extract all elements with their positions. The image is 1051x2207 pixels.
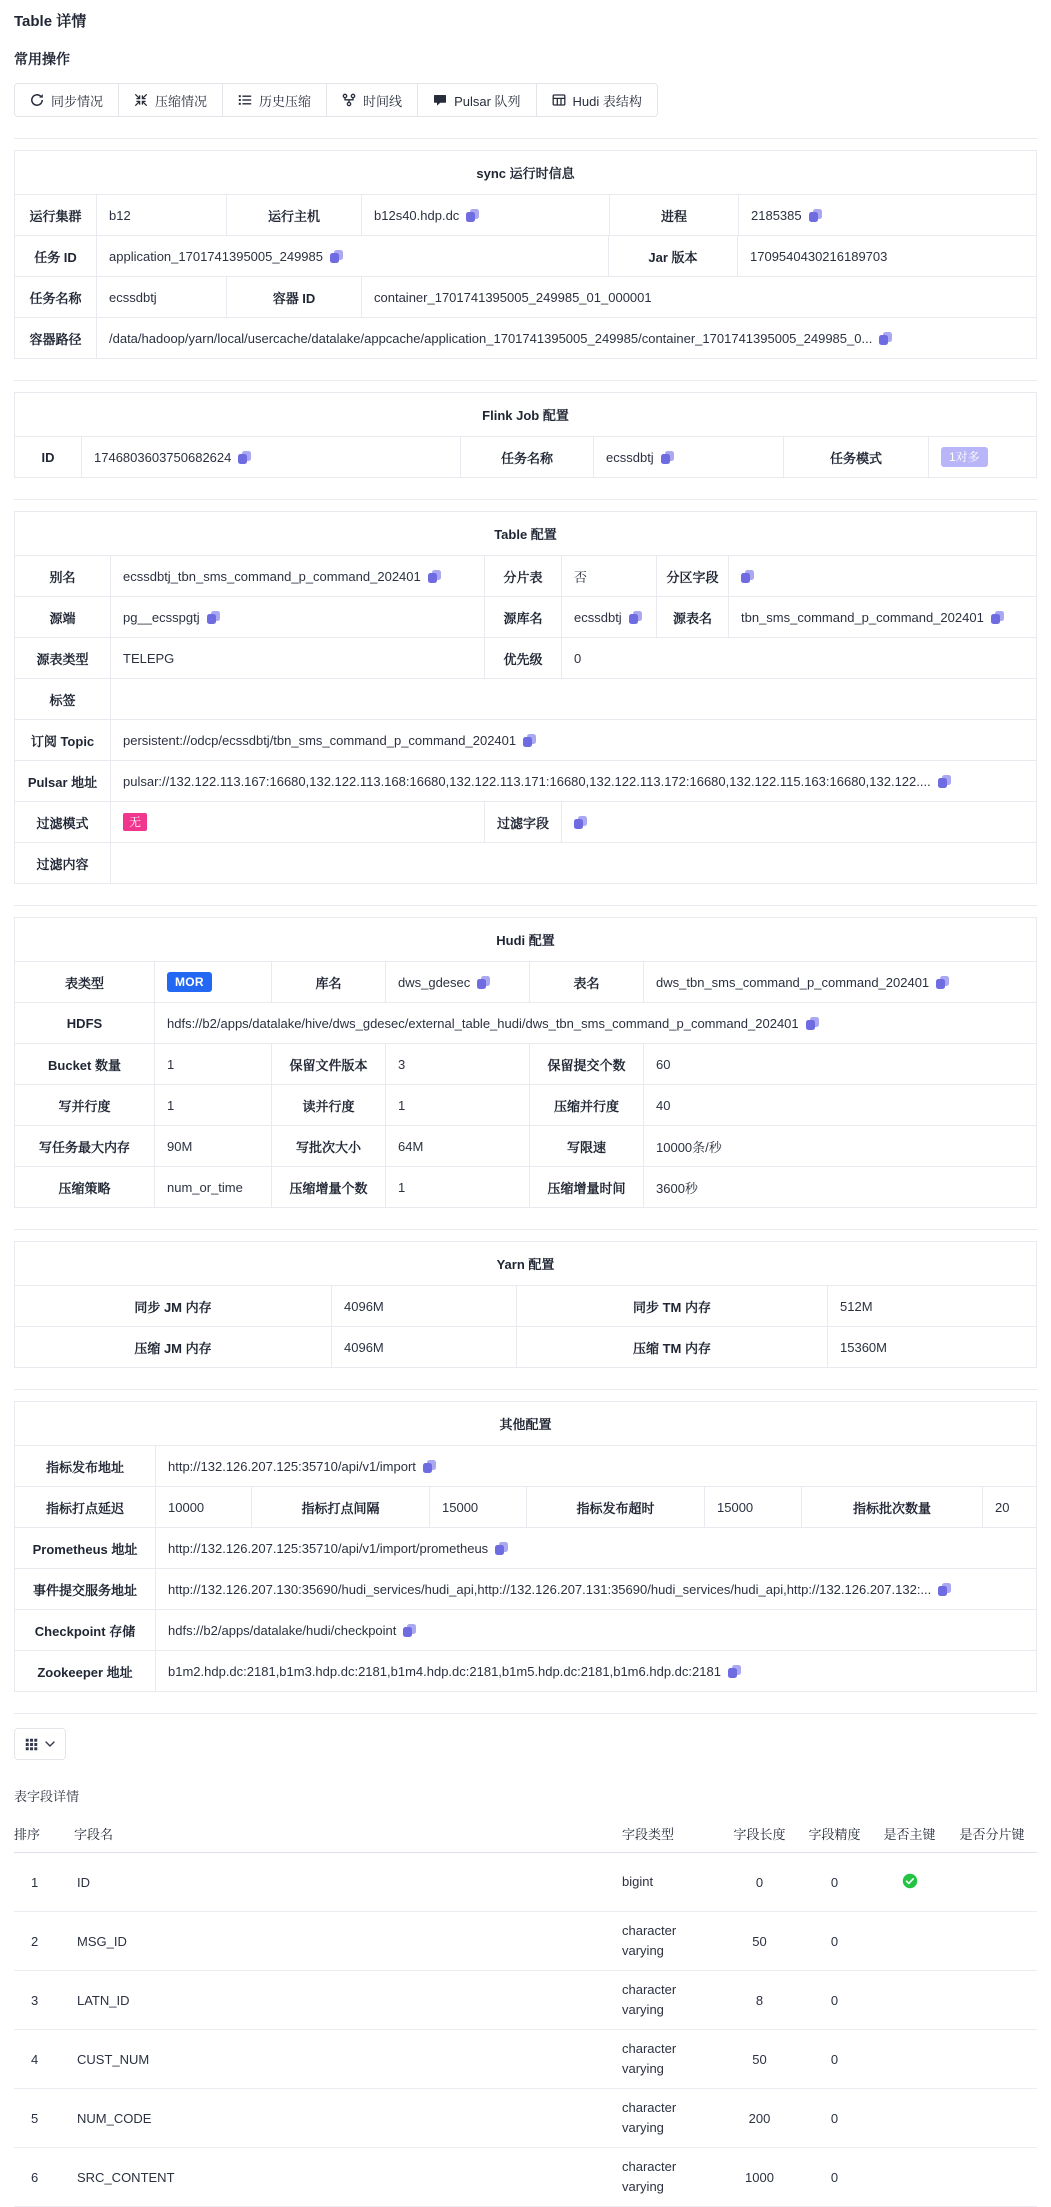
table-row (15, 1486, 1036, 1527)
list-icon (238, 93, 252, 107)
column-settings-button[interactable] (14, 1728, 66, 1760)
fields-table (14, 1815, 1037, 2207)
fields-table-header (14, 1815, 1037, 1853)
column-header: 排序 (14, 1827, 41, 1842)
copy-icon[interactable] (523, 734, 536, 747)
field-order: 5 (31, 2110, 39, 2126)
table-row (15, 194, 1036, 235)
table-row (14, 1853, 1037, 1912)
field-name: NUM_CODE (77, 2110, 152, 2126)
copy-icon[interactable] (806, 1017, 819, 1030)
table-row (14, 2148, 1037, 2207)
field-label: 压缩并行度 (530, 1085, 644, 1125)
copy-icon[interactable] (403, 1624, 416, 1637)
check-circle-icon (902, 1873, 918, 1892)
field-label: 写并行度 (15, 1085, 155, 1125)
field-label: 分片表 (485, 556, 562, 596)
sync-status-button[interactable] (14, 83, 119, 117)
field-label: 分区字段 (657, 556, 729, 596)
field-label: 库名 (272, 962, 386, 1002)
field-length: 50 (752, 2051, 767, 2067)
field-label: 指标批次数量 (802, 1487, 983, 1527)
field-label: 压缩 JM 内存 (15, 1327, 332, 1367)
field-type: character varying (622, 2040, 677, 2076)
section-divider (14, 1389, 1037, 1390)
field-label: 过滤模式 (15, 802, 111, 842)
field-length: 50 (752, 1933, 767, 1949)
field-label: 保留文件版本 (272, 1044, 386, 1084)
primary-key-cell (872, 1869, 947, 1896)
primary-key-cell (872, 2173, 947, 2181)
field-value: http://132.126.207.130:35690/hudi_services/hudi_api,http://132.126.207.131:35690/hudi_services/hudi_api,http://132.126.207.132:... (156, 1569, 1036, 1609)
field-value (155, 962, 272, 1002)
common-ops-title: 常用操作 (14, 51, 70, 67)
field-order: 6 (31, 2169, 39, 2185)
field-label: Bucket 数量 (15, 1044, 155, 1084)
field-value: num_or_time (155, 1167, 272, 1207)
column-header: 字段名 (74, 1827, 114, 1842)
field-value: 1 (386, 1085, 530, 1125)
field-value: 64M (386, 1126, 530, 1166)
button-label: 压缩情况 (155, 93, 208, 109)
table-row (15, 1166, 1036, 1207)
field-value: 否 (562, 556, 657, 596)
field-value: 1 (386, 1167, 530, 1207)
column-header: 是否主键 (883, 1827, 936, 1842)
table-row (15, 555, 1036, 596)
section-divider (14, 1229, 1037, 1230)
field-order: 1 (31, 1874, 39, 1890)
field-label: 标签 (15, 679, 111, 719)
field-name: MSG_ID (77, 1933, 127, 1949)
field-label: 任务模式 (784, 437, 929, 477)
field-value: ecssdbtj_tbn_sms_command_p_command_202401 (111, 556, 485, 596)
button-label: 时间线 (363, 93, 403, 109)
field-value: /data/hadoop/yarn/local/usercache/datalake/appcache/application_1701741395005_249985/container_1701741395005_249985_0... (97, 318, 1036, 358)
field-name: CUST_NUM (77, 2051, 150, 2067)
copy-icon[interactable] (809, 209, 822, 222)
field-precision: 0 (830, 1874, 839, 1890)
copy-icon[interactable] (428, 570, 441, 583)
field-label: Prometheus 地址 (15, 1528, 156, 1568)
table-row (15, 1568, 1036, 1609)
table-row (15, 1125, 1036, 1166)
pulsar-queue-button[interactable] (417, 83, 536, 117)
field-label: HDFS (15, 1003, 155, 1043)
table-row (15, 1043, 1036, 1084)
column-header: 字段长度 (733, 1827, 786, 1842)
field-value: application_1701741395005_249985 (97, 236, 609, 276)
table-row (15, 596, 1036, 637)
flink-job-section (14, 392, 1037, 478)
field-label: Pulsar 地址 (15, 761, 111, 801)
field-precision: 0 (830, 2169, 839, 2185)
other-config-section (14, 1401, 1037, 1692)
yarn-config-section (14, 1241, 1037, 1368)
shard-key-cell (947, 1878, 1037, 1886)
field-value: dws_gdesec (386, 962, 530, 1002)
field-value (111, 843, 1036, 883)
shard-key-cell (947, 2055, 1037, 2063)
section-title: sync 运行时信息 (476, 166, 575, 181)
field-value: ecssdbtj (562, 597, 657, 637)
sync-runtime-section (14, 150, 1037, 359)
copy-icon[interactable] (477, 976, 490, 989)
field-label: 表名 (530, 962, 644, 1002)
field-value: hdfs://b2/apps/datalake/hive/dws_gdesec/external_table_hudi/dws_tbn_sms_command_p_command_202401 (155, 1003, 1036, 1043)
field-label: 任务 ID (15, 236, 97, 276)
table-row (14, 1971, 1037, 2030)
primary-key-cell (872, 2055, 947, 2063)
field-label: 指标发布超时 (527, 1487, 705, 1527)
field-length: 200 (748, 2110, 771, 2126)
filter-mode-badge: 无 (123, 813, 147, 831)
section-divider (14, 499, 1037, 500)
field-label: 压缩增量时间 (530, 1167, 644, 1207)
shard-key-cell (947, 2114, 1037, 2122)
timeline-button[interactable] (326, 83, 418, 117)
field-value: b12s40.hdp.dc (362, 195, 610, 235)
field-value: persistent://odcp/ecssdbtj/tbn_sms_command_p_command_202401 (111, 720, 1036, 760)
field-order: 2 (31, 1933, 39, 1949)
table-type-badge: MOR (167, 972, 212, 992)
table-row (15, 637, 1036, 678)
field-name: LATN_ID (77, 1992, 130, 2008)
field-precision: 0 (830, 2051, 839, 2067)
copy-icon[interactable] (991, 611, 1004, 624)
copy-icon[interactable] (879, 332, 892, 345)
field-label: 指标发布地址 (15, 1446, 156, 1486)
section-divider (14, 380, 1037, 381)
table-row (15, 1609, 1036, 1650)
field-label: ID (15, 437, 82, 477)
primary-key-cell (872, 1996, 947, 2004)
field-label: 事件提交服务地址 (15, 1569, 156, 1609)
table-row (14, 2089, 1037, 2148)
table-row (15, 719, 1036, 760)
shard-key-cell (947, 1996, 1037, 2004)
table-row (15, 1527, 1036, 1568)
fields-toolbar (14, 1728, 1037, 1760)
field-value: 1746803603750682624 (82, 437, 461, 477)
copy-icon[interactable] (938, 775, 951, 788)
field-value: 90M (155, 1126, 272, 1166)
field-value: pulsar://132.122.113.167:16680,132.122.113.168:16680,132.122.113.171:16680,132.122.113.172:16680,132.122.115.163:16680,132.122.... (111, 761, 1036, 801)
field-value: 20 (995, 1499, 1010, 1515)
field-value: 40 (656, 1097, 671, 1113)
field-length: 1000 (745, 2169, 774, 2185)
table-row (15, 842, 1036, 883)
field-value: http://132.126.207.125:35710/api/v1/import (156, 1446, 1036, 1486)
field-label: 表类型 (15, 962, 155, 1002)
field-label: 同步 TM 内存 (517, 1286, 828, 1326)
field-value (729, 556, 1036, 596)
copy-icon[interactable] (938, 1583, 951, 1596)
field-value: 4096M (332, 1327, 517, 1367)
field-value: 15360M (840, 1339, 887, 1355)
page-title: Table 详情 (14, 13, 87, 30)
field-label: Checkpoint 存储 (15, 1610, 156, 1650)
field-value: hdfs://b2/apps/datalake/hudi/checkpoint (156, 1610, 1036, 1650)
table-row (15, 1285, 1036, 1326)
field-type: bigint (622, 1873, 654, 1889)
field-label: 源库名 (485, 597, 562, 637)
field-name: SRC_CONTENT (77, 2169, 175, 2185)
field-order: 4 (31, 2051, 39, 2067)
field-value: b12 (97, 195, 227, 235)
field-label: Jar 版本 (609, 236, 738, 276)
field-value: 4096M (332, 1286, 517, 1326)
field-type: character varying (622, 1981, 677, 2017)
table-config-section (14, 511, 1037, 884)
field-value: 15000 (705, 1487, 802, 1527)
field-value: TELEPG (111, 638, 485, 678)
column-header: 字段类型 (622, 1827, 675, 1842)
section-title: Yarn 配置 (496, 1257, 555, 1272)
field-value: b1m2.hdp.dc:2181,b1m3.hdp.dc:2181,b1m4.hdp.dc:2181,b1m5.hdp.dc:2181,b1m6.hdp.dc:2181 (156, 1651, 1036, 1691)
copy-icon[interactable] (495, 1542, 508, 1555)
table-icon (552, 93, 566, 107)
table-row (15, 1002, 1036, 1043)
section-title: 其他配置 (499, 1417, 552, 1432)
field-label: 压缩策略 (15, 1167, 155, 1207)
copy-icon[interactable] (423, 1460, 436, 1473)
table-row (14, 2030, 1037, 2089)
common-ops-toolbar (14, 83, 658, 117)
field-label: 进程 (610, 195, 739, 235)
table-row (14, 1912, 1037, 1971)
button-label: 同步情况 (51, 93, 104, 109)
field-value (111, 679, 1036, 719)
field-label: 容器 ID (227, 277, 362, 317)
field-length: 8 (755, 1992, 764, 2008)
field-value (562, 802, 1036, 842)
compress-status-button[interactable] (118, 83, 223, 117)
copy-icon[interactable] (661, 451, 674, 464)
field-value: 10000 (156, 1487, 252, 1527)
table-row (15, 1084, 1036, 1125)
field-value: ecssdbtj (97, 277, 227, 317)
section-divider (14, 138, 1037, 139)
hudi-config-section (14, 917, 1037, 1208)
table-row (15, 1326, 1036, 1367)
table-row (15, 1445, 1036, 1486)
table-row (15, 276, 1036, 317)
field-value: pg__ecsspgtj (111, 597, 485, 637)
table-row (15, 961, 1036, 1002)
field-order: 3 (31, 1992, 39, 2008)
field-label: 运行主机 (227, 195, 362, 235)
button-label: Pulsar 队列 (454, 93, 521, 109)
table-row (15, 436, 1036, 477)
copy-icon[interactable] (207, 611, 220, 624)
field-label: 指标打点间隔 (252, 1487, 430, 1527)
compress-icon (134, 93, 148, 107)
table-row (15, 317, 1036, 358)
field-value: http://132.126.207.125:35710/api/v1/import/prometheus (156, 1528, 1036, 1568)
comment-icon (433, 93, 447, 107)
field-value: 1 (155, 1085, 272, 1125)
copy-icon[interactable] (629, 611, 642, 624)
column-header: 字段精度 (808, 1827, 861, 1842)
copy-icon[interactable] (936, 976, 949, 989)
field-value: tbn_sms_command_p_command_202401 (729, 597, 1036, 637)
table-row (15, 678, 1036, 719)
primary-key-cell (872, 1937, 947, 1945)
field-value: 1709540430216189703 (750, 248, 888, 264)
section-divider (14, 905, 1037, 906)
section-title: Flink Job 配置 (482, 408, 569, 423)
field-value: 0 (574, 650, 582, 666)
fields-table-body (14, 1853, 1037, 2207)
field-precision: 0 (830, 2110, 839, 2126)
field-value: container_1701741395005_249985_01_000001 (374, 289, 652, 305)
timeline-icon (342, 93, 356, 107)
section-title: Hudi 配置 (496, 933, 555, 948)
copy-icon[interactable] (238, 451, 251, 464)
copy-icon[interactable] (466, 209, 479, 222)
field-value (929, 437, 1036, 477)
field-label: 别名 (15, 556, 111, 596)
field-value: 15000 (430, 1487, 527, 1527)
field-label: 压缩 TM 内存 (517, 1327, 828, 1367)
field-name: ID (77, 1874, 90, 1890)
button-label: 历史压缩 (259, 93, 312, 109)
field-precision: 0 (830, 1933, 839, 1949)
field-value: 10000条/秒 (656, 1139, 722, 1155)
copy-icon[interactable] (741, 570, 754, 583)
task-mode-badge: 1对多 (941, 447, 988, 467)
field-label: 源表名 (657, 597, 729, 637)
section-title: Table 配置 (494, 527, 557, 542)
history-compact-button[interactable] (222, 83, 327, 117)
table-row (15, 760, 1036, 801)
copy-icon[interactable] (728, 1665, 741, 1678)
field-value: 3600秒 (656, 1180, 698, 1196)
field-label: 任务名称 (15, 277, 97, 317)
field-label: 写任务最大内存 (15, 1126, 155, 1166)
shard-key-cell (947, 2173, 1037, 2181)
button-label: Hudi 表结构 (572, 93, 642, 109)
chevron-down-icon (45, 1741, 55, 1748)
primary-key-cell (872, 2114, 947, 2122)
field-label: 读并行度 (272, 1085, 386, 1125)
field-label: 过滤内容 (15, 843, 111, 883)
field-label: Zookeeper 地址 (15, 1651, 156, 1691)
copy-icon[interactable] (330, 250, 343, 263)
field-type: character varying (622, 1922, 677, 1958)
field-label: 过滤字段 (485, 802, 562, 842)
field-value: dws_tbn_sms_command_p_command_202401 (644, 962, 1036, 1002)
field-value: 2185385 (739, 195, 1036, 235)
field-value: 60 (656, 1056, 671, 1072)
field-label: 源端 (15, 597, 111, 637)
field-precision: 0 (830, 1992, 839, 2008)
hudi-schema-button[interactable] (536, 83, 658, 117)
field-label: 写批次大小 (272, 1126, 386, 1166)
field-label: 压缩增量个数 (272, 1167, 386, 1207)
field-label: 源表类型 (15, 638, 111, 678)
shard-key-cell (947, 1937, 1037, 1945)
sync-icon (30, 93, 44, 107)
field-label: 容器路径 (15, 318, 97, 358)
field-length: 0 (755, 1874, 764, 1890)
field-label: 运行集群 (15, 195, 97, 235)
field-value: 512M (840, 1298, 873, 1314)
field-label: 订阅 Topic (15, 720, 111, 760)
field-type: character varying (622, 2099, 677, 2135)
field-label: 写限速 (530, 1126, 644, 1166)
grid-icon (25, 1738, 38, 1751)
table-row (15, 801, 1036, 842)
field-type: character varying (622, 2158, 677, 2194)
field-label: 优先级 (485, 638, 562, 678)
table-row (15, 235, 1036, 276)
field-label: 保留提交个数 (530, 1044, 644, 1084)
fields-title: 表字段详情 (14, 1789, 80, 1804)
copy-icon[interactable] (574, 816, 587, 829)
field-label: 指标打点延迟 (15, 1487, 156, 1527)
field-value (111, 802, 485, 842)
field-value: 1 (155, 1044, 272, 1084)
section-divider (14, 1713, 1037, 1714)
field-label: 同步 JM 内存 (15, 1286, 332, 1326)
field-value: ecssdbtj (594, 437, 784, 477)
field-value: 3 (386, 1044, 530, 1084)
column-header: 是否分片键 (959, 1827, 1025, 1842)
table-row (15, 1650, 1036, 1691)
field-label: 任务名称 (461, 437, 594, 477)
